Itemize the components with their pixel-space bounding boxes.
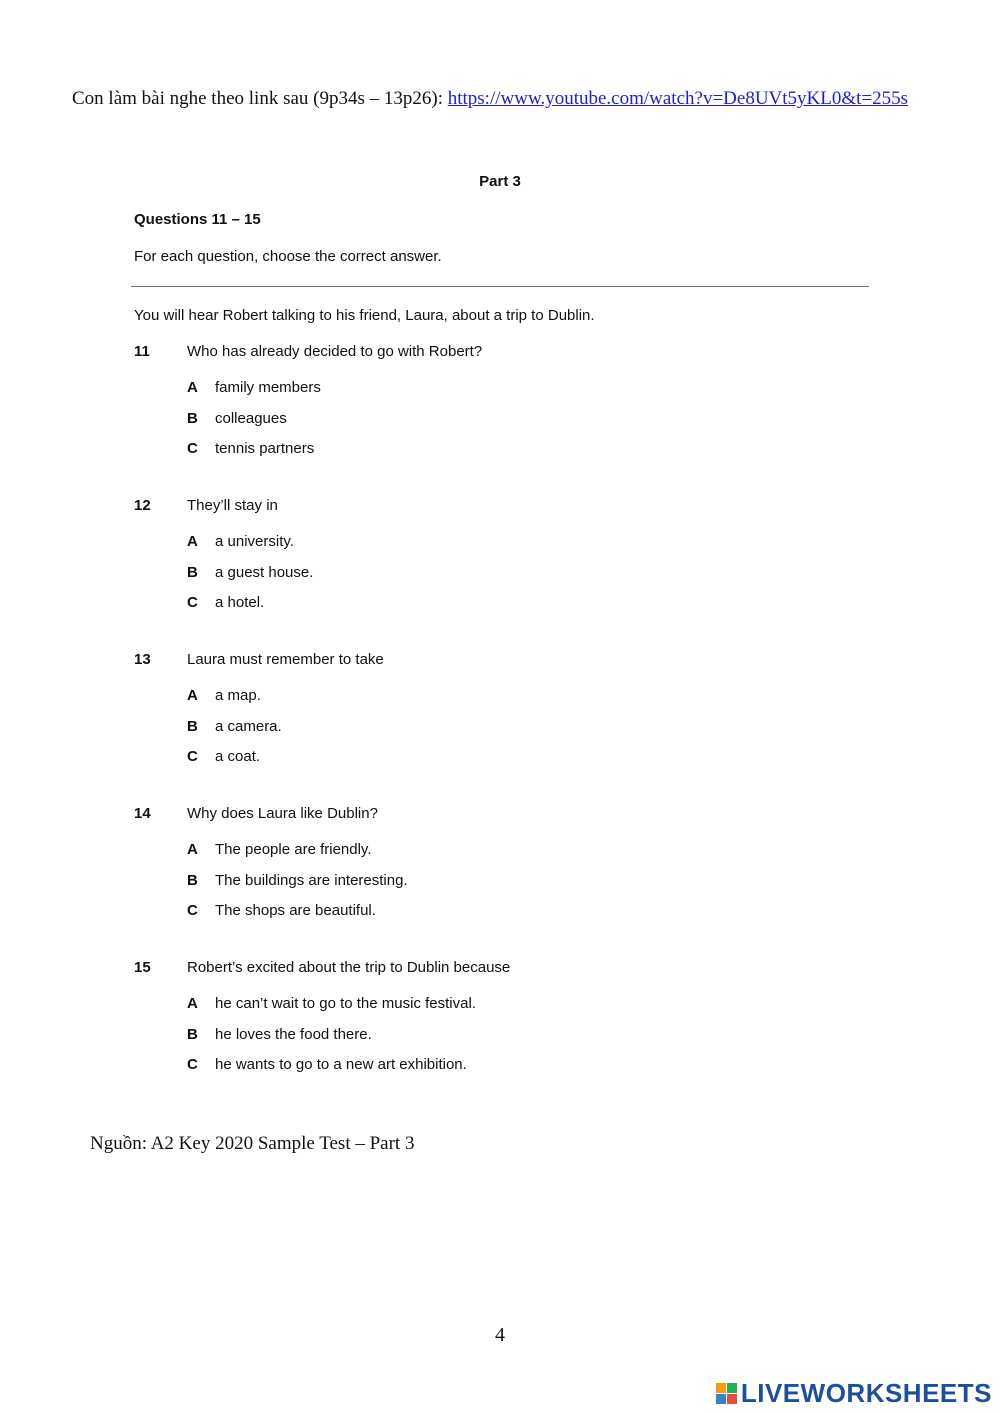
option-text: The shops are beautiful. xyxy=(215,902,376,919)
logo-square xyxy=(716,1383,726,1393)
option-letter: B xyxy=(187,563,198,581)
option-letter: C xyxy=(187,1056,198,1073)
question-number: 15 xyxy=(134,959,151,976)
option-letter: A xyxy=(187,841,198,858)
question-number: 11 xyxy=(134,343,150,360)
option-letter: A xyxy=(187,995,198,1012)
option-text: a map. xyxy=(215,687,261,704)
logo-square xyxy=(716,1394,726,1404)
question-stem: Why does Laura like Dublin? xyxy=(187,805,378,822)
option-text: a guest house. xyxy=(215,563,314,581)
option-letter: B xyxy=(187,1025,198,1043)
option-text: he can’t wait to go to the music festival. xyxy=(215,995,476,1012)
option-letter: B xyxy=(187,409,198,427)
listening-context: You will hear Robert talking to his friend, Laura, about a trip to Dublin. xyxy=(134,307,595,324)
youtube-link[interactable]: https://www.youtube.com/watch?v=De8UVt5yKL0&t=255s xyxy=(447,88,909,109)
option-text: The people are friendly. xyxy=(215,841,372,858)
liveworksheets-logo-icon xyxy=(716,1383,737,1404)
option-text: a hotel. xyxy=(215,594,265,611)
brand-text: LIVEWORKSHEETS xyxy=(740,1378,992,1408)
source-note: Nguồn: A2 Key 2020 Sample Test – Part 3 xyxy=(90,1133,415,1154)
option-letter: C xyxy=(187,594,198,611)
option-letter: C xyxy=(187,902,198,919)
question-stem: Who has already decided to go with Robert? xyxy=(187,343,483,360)
option-text: he loves the food there. xyxy=(215,1025,372,1043)
option-text: a coat. xyxy=(215,748,261,765)
question-number: 12 xyxy=(134,497,151,514)
intro-text: Con làm bài nghe theo link sau (9p34s – 13p26): xyxy=(72,88,448,109)
option-text: a university. xyxy=(215,533,294,550)
logo-square xyxy=(727,1383,737,1393)
page-number: 4 xyxy=(495,1324,505,1346)
option-letter: A xyxy=(187,379,198,396)
option-letter: C xyxy=(187,748,198,765)
option-letter: A xyxy=(187,687,198,704)
option-letter: A xyxy=(187,533,198,550)
option-letter: B xyxy=(187,717,198,735)
intro-line xyxy=(72,88,908,110)
option-text: colleagues xyxy=(215,409,287,427)
instruction: For each question, choose the correct answer. xyxy=(134,248,442,265)
question-stem: Laura must remember to take xyxy=(187,651,384,668)
divider xyxy=(131,286,869,287)
question-number: 13 xyxy=(134,651,151,668)
liveworksheets-brand xyxy=(716,1378,992,1409)
option-text: a camera. xyxy=(215,717,282,735)
logo-square xyxy=(727,1394,737,1404)
option-letter: B xyxy=(187,871,198,889)
questions-range: Questions 11 – 15 xyxy=(134,211,261,228)
question-stem: Robert’s excited about the trip to Dublin because xyxy=(187,959,511,976)
option-text: he wants to go to a new art exhibition. xyxy=(215,1056,467,1073)
option-letter: C xyxy=(187,440,198,457)
option-text: tennis partners xyxy=(215,440,315,457)
part-title: Part 3 xyxy=(479,173,521,190)
option-text: family members xyxy=(215,379,321,396)
option-text: The buildings are interesting. xyxy=(215,871,408,889)
question-stem: They’ll stay in xyxy=(187,497,278,514)
question-number: 14 xyxy=(134,805,151,822)
